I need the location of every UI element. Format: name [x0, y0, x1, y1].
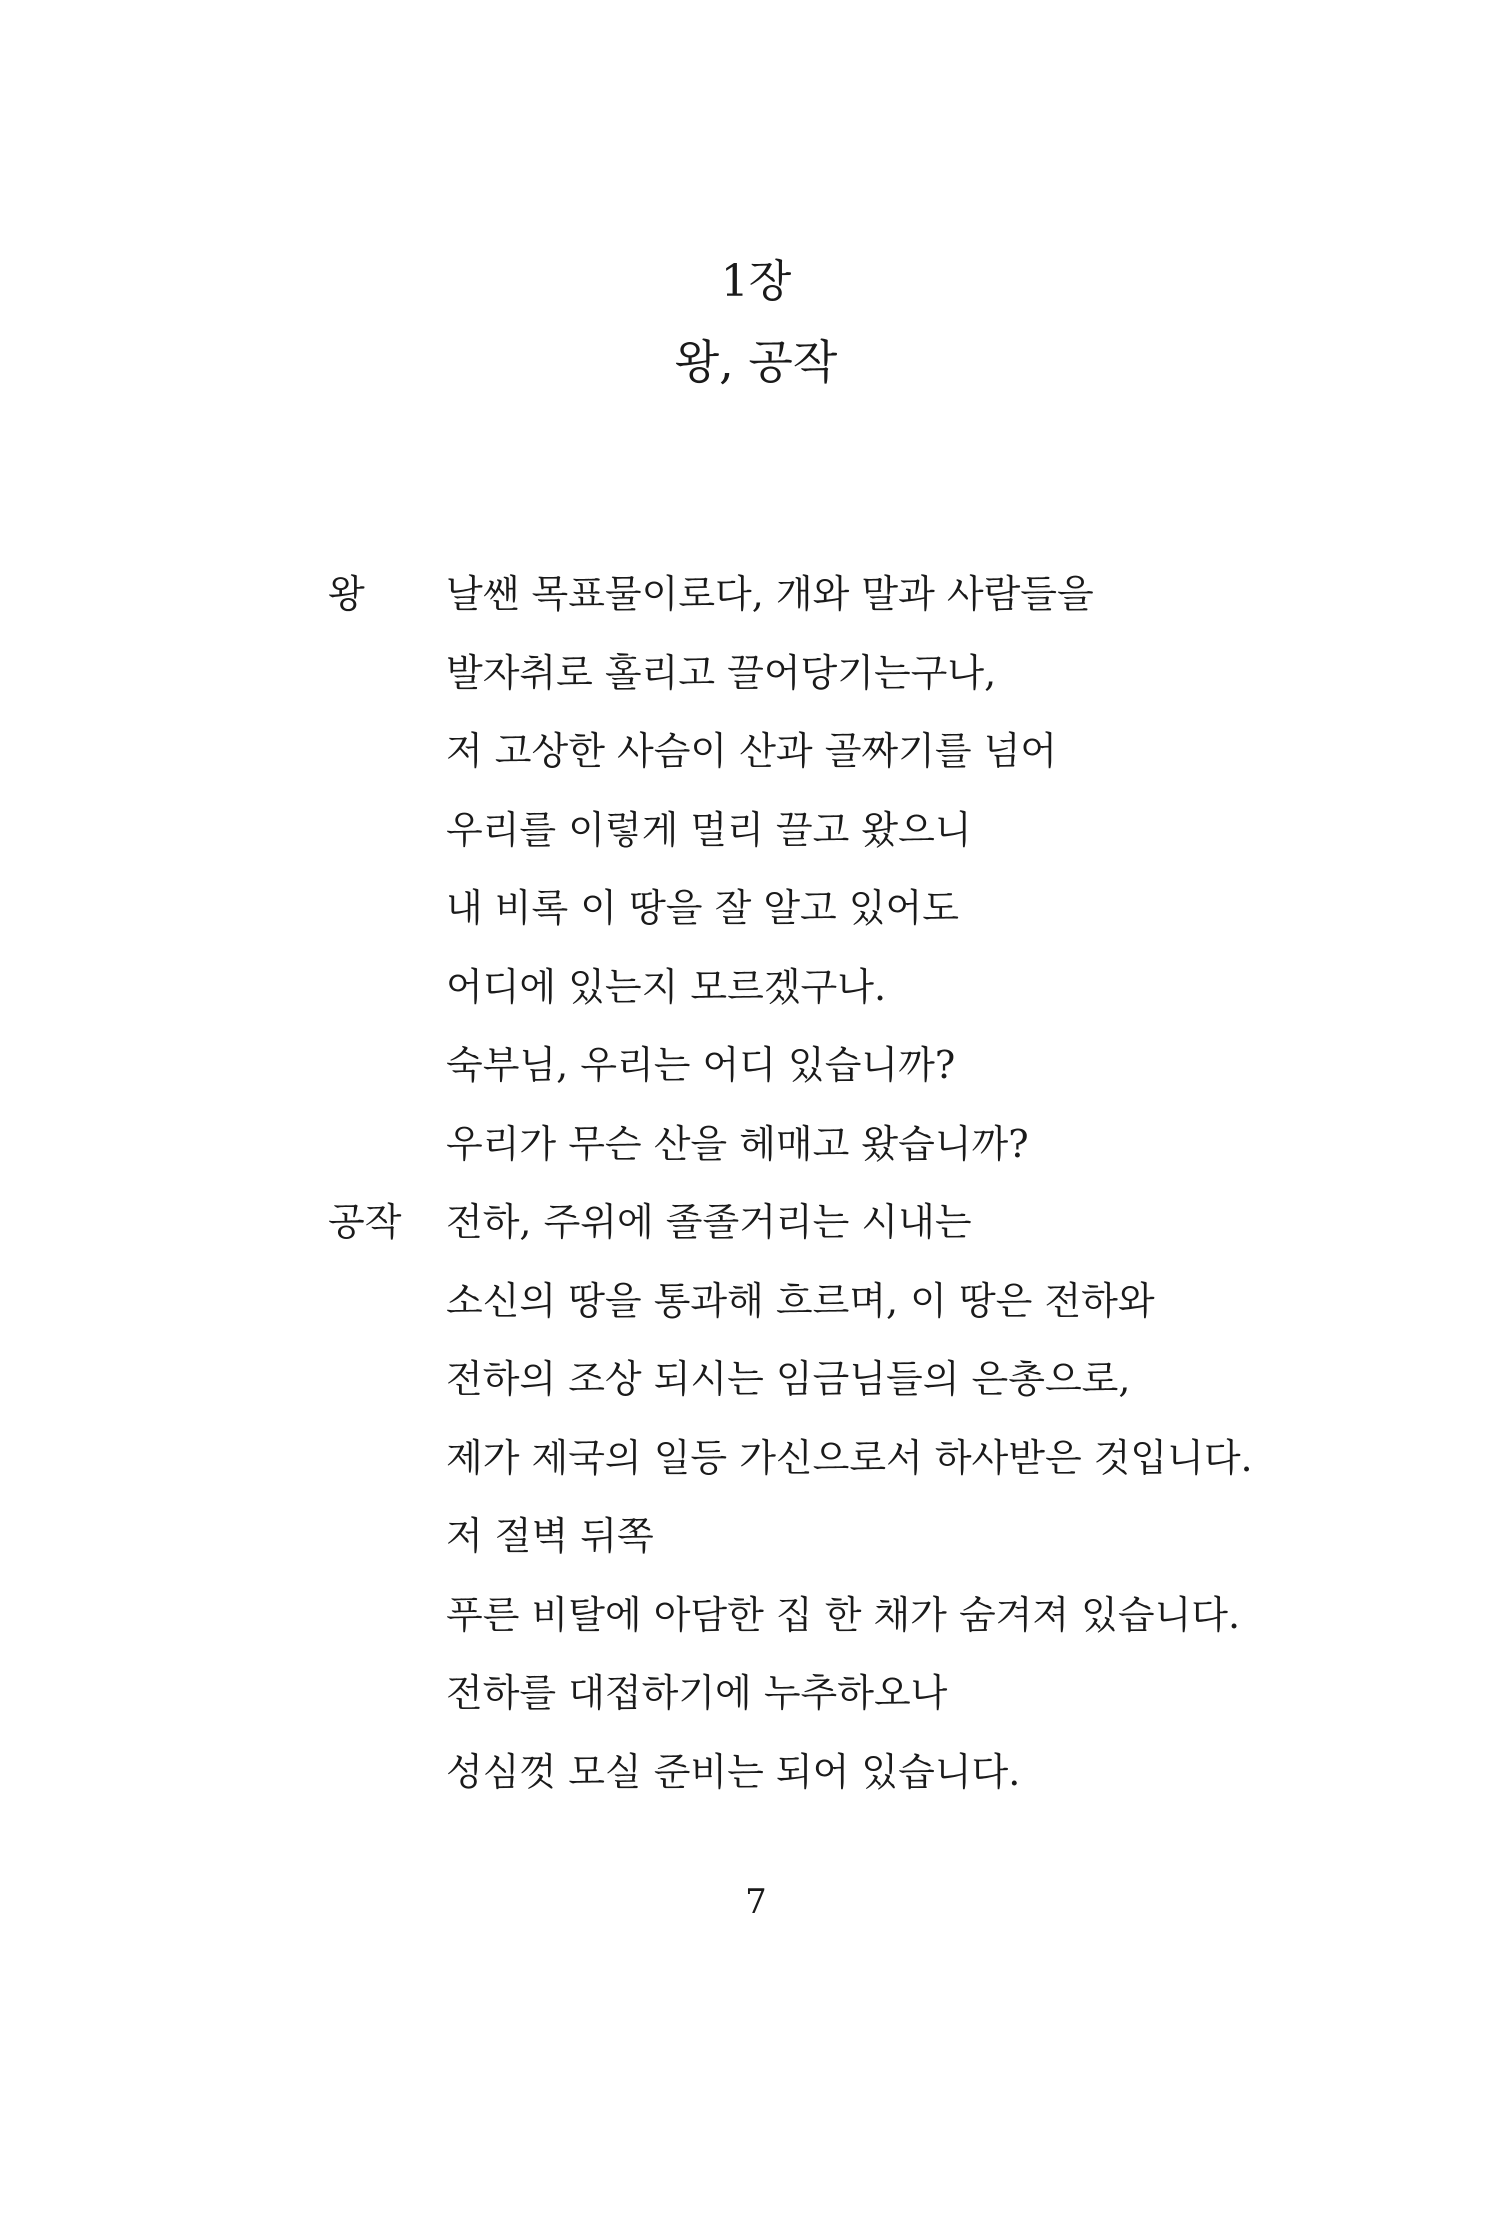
script-line — [328, 564, 1428, 643]
script-line — [328, 1585, 1428, 1664]
script-line — [328, 878, 1428, 957]
dialogue-text: 소신의 땅을 통과해 흐르며, 이 땅은 전하와 — [446, 1278, 1155, 1323]
dialogue-text: 발자취로 홀리고 끌어당기는구나, — [446, 650, 997, 695]
script-line — [328, 800, 1428, 879]
dialogue-text: 우리가 무슨 산을 헤매고 왔습니까? — [446, 1121, 1029, 1166]
dialogue-text: 전하의 조상 되시는 임금님들의 은총으로, — [446, 1357, 1131, 1401]
script-body — [328, 564, 1428, 1820]
page-number: 7 — [745, 1882, 767, 1922]
script-line — [328, 1742, 1428, 1821]
dialogue-text: 어디에 있는지 모르겠구나. — [446, 964, 887, 1009]
script-line — [328, 1114, 1428, 1193]
script-line — [328, 721, 1428, 800]
script-line — [328, 1506, 1428, 1585]
dialogue-text: 내 비록 이 땅을 잘 알고 있어도 — [446, 886, 959, 930]
script-line — [328, 1192, 1428, 1271]
dialogue-text: 전하를 대접하기에 누추하오나 — [446, 1671, 948, 1715]
chapter-title: 왕, 공작 — [674, 335, 838, 389]
script-line — [328, 643, 1428, 722]
dialogue-text: 제가 제국의 일등 가신으로서 하사받은 것입니다. — [446, 1435, 1253, 1480]
dialogue-text: 전하, 주위에 졸졸거리는 시내는 — [446, 1200, 972, 1244]
dialogue-text: 푸른 비탈에 아담한 집 한 채가 숨겨져 있습니다. — [446, 1592, 1241, 1637]
script-line — [328, 957, 1428, 1036]
dialogue-text: 저 고상한 사슴이 산과 골짜기를 넘어 — [446, 729, 1058, 773]
dialogue-text: 저 절벽 뒤쪽 — [446, 1514, 654, 1558]
script-line — [328, 1663, 1428, 1742]
dialogue-text: 성심껏 모실 준비는 되어 있습니다. — [446, 1749, 1021, 1794]
script-line — [328, 1428, 1428, 1507]
chapter-number: 1장 — [720, 256, 792, 307]
dialogue-text: 날쌘 목표물이로다, 개와 말과 사람들을 — [446, 572, 1094, 616]
dialogue-text: 숙부님, 우리는 어디 있습니까? — [446, 1043, 956, 1087]
script-line — [328, 1035, 1428, 1114]
speaker-name: 공작 — [328, 1200, 402, 1244]
script-line — [328, 1271, 1428, 1350]
speaker-name: 왕 — [328, 572, 365, 616]
script-line — [328, 1349, 1428, 1428]
dialogue-text: 우리를 이렇게 멀리 끌고 왔으니 — [446, 807, 972, 852]
